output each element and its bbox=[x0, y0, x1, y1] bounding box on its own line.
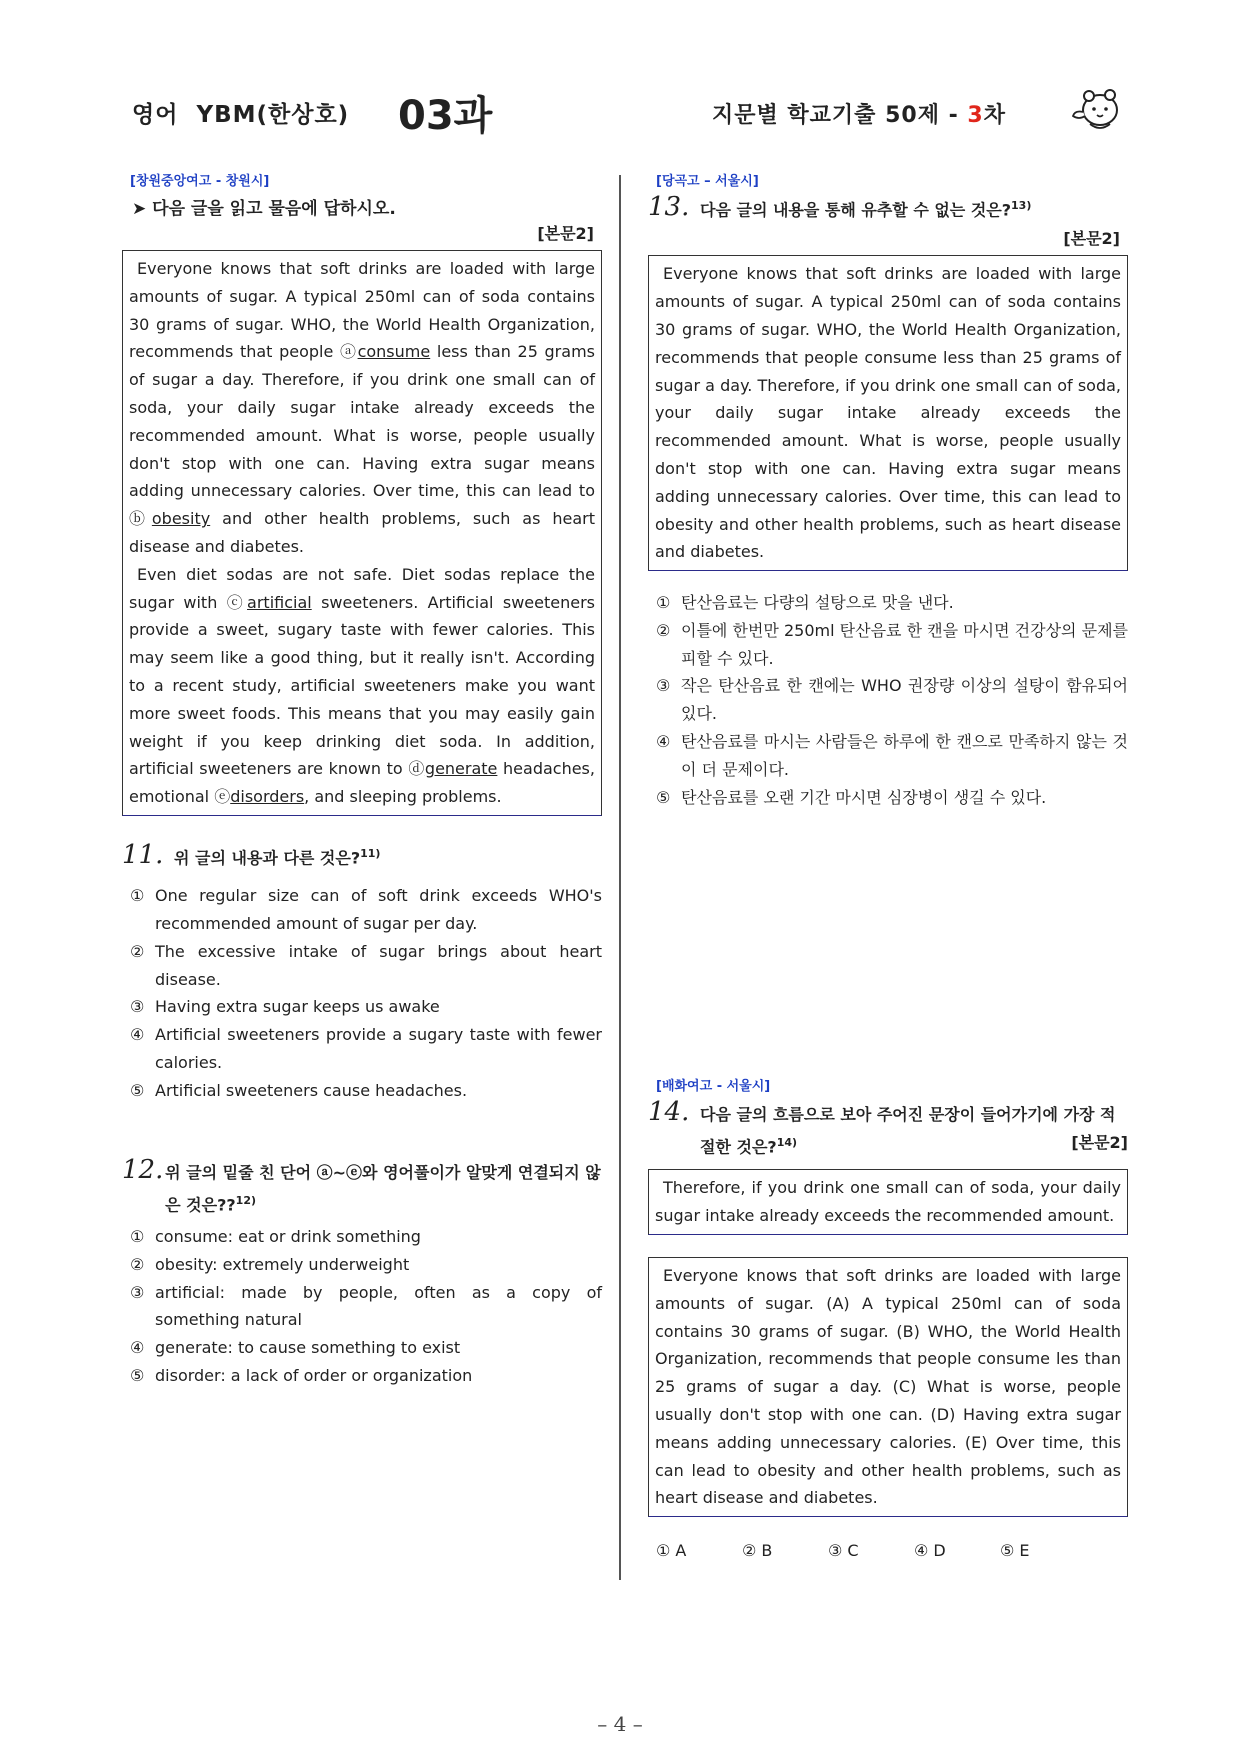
option-text: One regular size can of soft drink exceeds WHO's recommended amount of sugar per day. bbox=[155, 886, 602, 934]
option-mark: ③ bbox=[656, 676, 671, 696]
option-text: Artificial sweeteners provide a sugary taste with fewer calories. bbox=[155, 1025, 602, 1073]
passage-paragraph bbox=[129, 561, 595, 811]
question-number: 11. bbox=[122, 840, 164, 871]
option[interactable] bbox=[656, 672, 1128, 728]
option[interactable] bbox=[656, 784, 1128, 812]
option-mark: ③ bbox=[130, 1282, 145, 1302]
question-prompt: 위 글의 내용과 다른 것은? bbox=[174, 848, 361, 868]
question-text bbox=[700, 1101, 1128, 1161]
question-11-options bbox=[122, 882, 602, 1104]
option[interactable] bbox=[130, 1251, 602, 1279]
option-mark: ④ bbox=[130, 1025, 145, 1045]
question-number: 14. bbox=[648, 1097, 690, 1127]
question-12-header bbox=[122, 1155, 602, 1219]
source-tag: [본문2] bbox=[1063, 229, 1120, 249]
given-sentence: Therefore, if you drink one small can of soda, your daily sugar intake already exceeds the recommended amount. bbox=[655, 1178, 1121, 1226]
option-text: Artificial sweeteners cause headaches. bbox=[155, 1080, 468, 1100]
passage-text: less than 25 grams of sugar a day. Therefore, if you drink one small can of soda, your daily sugar intake already exceeds the recommended amount. What is worse, people usually don't stop with one can. Having extra sugar means adding unnecessary calories. Over time, this can lead to bbox=[129, 342, 595, 501]
option-mark: ⑤ bbox=[130, 1365, 145, 1385]
right-column-q13 bbox=[648, 170, 1128, 811]
choice-b[interactable]: ② B bbox=[742, 1541, 773, 1561]
round-suffix: 차 bbox=[983, 103, 1006, 128]
question-14-choices bbox=[648, 1541, 1128, 1560]
question-number: 13. bbox=[648, 192, 690, 223]
footnote-ref: 14) bbox=[776, 1136, 798, 1149]
passage-box bbox=[648, 255, 1128, 571]
question-prompt: 위 글의 밑줄 친 단어 ⓐ~ⓔ와 영어풀이가 알맞게 연결되지 않은 것은?? bbox=[165, 1162, 601, 1214]
option-text: 작은 탄산음료 한 캔에는 WHO 권장량 이상의 설탕이 함유되어 있다. bbox=[681, 676, 1128, 724]
option-mark: ① bbox=[130, 886, 145, 906]
source-tag: [본문2] bbox=[537, 224, 594, 243]
school-tag: [배화여고 - 서울시] bbox=[656, 1079, 771, 1094]
question-14-header bbox=[648, 1097, 1128, 1161]
marker-c: ⓒ bbox=[226, 592, 248, 612]
mascot-icon bbox=[1070, 84, 1124, 136]
option-mark: ① bbox=[130, 1226, 145, 1246]
passage-text: , and sleeping problems. bbox=[304, 787, 502, 807]
choice-d[interactable]: ④ D bbox=[914, 1541, 946, 1561]
marker-e: ⓔ bbox=[214, 787, 231, 807]
option-mark: ② bbox=[656, 620, 671, 640]
option[interactable] bbox=[656, 589, 1128, 617]
passage-text: Everyone knows that soft drinks are loaded with large amounts of sugar. (A) A typical 250ml can of soda contains 30 grams of sugar. (B) WHO, the World Health Organization, recommends that people consume les than 25 grams of sugar a day. (C) What is worse, people usually don't stop with one can. (D) Having extra sugar means adding unnecessary calories. (E) Over time, this can lead to obesity and other health problems, such as heart disease and diabetes. bbox=[655, 1265, 1121, 1508]
page-number: – 4 – bbox=[597, 1712, 643, 1736]
header-subject-publisher bbox=[132, 96, 349, 129]
series-name: 지문별 학교기출 50제 - bbox=[712, 103, 968, 128]
option-text: generate: to cause something to exist bbox=[155, 1338, 461, 1358]
option-mark: ④ bbox=[130, 1338, 145, 1358]
option-text: artificial: made by people, often as a copy of something natural bbox=[155, 1282, 602, 1330]
school-tag: [창원중앙여고 - 창원시] bbox=[130, 174, 270, 189]
left-column bbox=[122, 170, 602, 1390]
passage-text: Even diet sodas are not safe. Diet sodas replace the sugar with bbox=[129, 564, 595, 612]
option[interactable] bbox=[130, 1077, 602, 1105]
series-title bbox=[712, 98, 1006, 129]
lesson-title: 03과 bbox=[398, 93, 493, 139]
footnote-ref: 11) bbox=[360, 846, 381, 860]
option-mark: ② bbox=[130, 941, 145, 961]
option[interactable] bbox=[656, 728, 1128, 784]
underlined-word: obesity bbox=[151, 509, 211, 529]
option-mark: ③ bbox=[130, 997, 145, 1017]
marker-b: ⓑ bbox=[129, 509, 152, 529]
instruction: ➤ 다음 글을 읽고 물음에 답하시오. bbox=[132, 199, 396, 219]
question-number: 12. bbox=[122, 1154, 164, 1185]
marker-a: ⓐ bbox=[340, 342, 358, 362]
publisher: YBM(한상호) bbox=[196, 102, 350, 128]
option-mark: ⑤ bbox=[656, 787, 671, 807]
question-text bbox=[165, 1159, 602, 1219]
question-13-options bbox=[648, 589, 1128, 811]
option-text: consume: eat or drink something bbox=[155, 1226, 421, 1246]
choice-c[interactable]: ③ C bbox=[828, 1541, 859, 1561]
underlined-word: disorders bbox=[230, 787, 305, 807]
option-text: The excessive intake of sugar brings about heart disease. bbox=[155, 941, 602, 989]
underlined-word: consume bbox=[357, 342, 431, 362]
underlined-word: artificial bbox=[247, 592, 312, 612]
subject: 영어 bbox=[132, 102, 179, 128]
option[interactable] bbox=[130, 1021, 602, 1077]
option-text: disorder: a lack of order or organization bbox=[155, 1365, 473, 1385]
question-prompt: 다음 글의 내용을 통해 유추할 수 없는 것은? bbox=[700, 200, 1012, 220]
column-divider bbox=[619, 175, 621, 1580]
option[interactable] bbox=[130, 1223, 602, 1251]
passage-text: Everyone knows that soft drinks are loaded with large amounts of sugar. A typical 250ml can of soda contains 30 grams of sugar. WHO, the World Health Organization, recommends that people bbox=[129, 259, 595, 362]
right-column-q14 bbox=[648, 1075, 1128, 1560]
option[interactable] bbox=[656, 617, 1128, 673]
option-mark: ⑤ bbox=[130, 1080, 145, 1100]
footnote-ref: 13) bbox=[1011, 199, 1032, 212]
option-text: 탄산음료를 오랜 기간 마시면 심장병이 생길 수 있다. bbox=[681, 787, 1047, 807]
passage-paragraph bbox=[129, 255, 595, 561]
school-tag: [당곡고 – 서울시] bbox=[656, 174, 759, 189]
round-number: 3 bbox=[967, 103, 984, 128]
question-text bbox=[700, 192, 1031, 224]
choice-e[interactable]: ⑤ E bbox=[1000, 1541, 1030, 1561]
option[interactable] bbox=[130, 1362, 602, 1390]
option-mark: ④ bbox=[656, 732, 671, 752]
option-text: 이틀에 한번만 250ml 탄산음료 한 캔을 마시면 건강상의 문제를 피할 수 있다. bbox=[681, 620, 1128, 668]
marker-d: ⓓ bbox=[408, 759, 425, 779]
question-12-options bbox=[122, 1223, 602, 1390]
option[interactable] bbox=[130, 1334, 602, 1362]
passage-text: and other health problems, such as heart disease and diabetes. bbox=[129, 509, 595, 556]
footnote-ref: 12) bbox=[235, 1193, 257, 1207]
passage-text: headaches, emotional bbox=[129, 759, 595, 807]
passage-box bbox=[648, 1257, 1128, 1517]
option-text: obesity: extremely underweight bbox=[155, 1254, 410, 1274]
question-11-header bbox=[122, 840, 602, 872]
question-prompt: 다음 글의 흐름으로 보아 주어진 문장이 들어가기에 가장 적절한 것은? bbox=[700, 1105, 1116, 1157]
option[interactable] bbox=[130, 993, 602, 1021]
source-tag: [본문2] bbox=[1071, 1133, 1128, 1152]
choice-a[interactable]: ① A bbox=[656, 1541, 687, 1561]
passage-box bbox=[122, 250, 602, 816]
option-mark: ① bbox=[656, 593, 671, 613]
option-text: 탄산음료는 다량의 설탕으로 맛을 낸다. bbox=[681, 593, 954, 613]
option-mark: ② bbox=[130, 1254, 145, 1274]
option-text: Having extra sugar keeps us awake bbox=[155, 997, 440, 1017]
option[interactable] bbox=[130, 938, 602, 994]
underlined-word: generate bbox=[424, 759, 498, 779]
option-text: 탄산음료를 마시는 사람들은 하루에 한 캔으로 만족하지 않는 것이 더 문제이다. bbox=[681, 732, 1128, 779]
option[interactable] bbox=[130, 882, 602, 938]
question-text bbox=[174, 840, 380, 872]
passage-text: sweeteners. Artificial sweeteners provide a sweet, sugary taste with fewer calories. This may seem like a good thing, but it really isn't. According to a recent study, artificial sweeteners make you want more sweet foods. This means that you may easily gain weight if you keep drinking diet soda. In addition, artificial sweeteners are known to bbox=[129, 592, 595, 779]
given-sentence-box bbox=[648, 1169, 1128, 1235]
option[interactable] bbox=[130, 1279, 602, 1335]
passage-text: Everyone knows that soft drinks are loaded with large amounts of sugar. A typical 250ml can of soda contains 30 grams of sugar. WHO, the World Health Organization, recommends that people consume less than 25 grams of sugar a day. Therefore, if you drink one small can of soda, your daily sugar intake already exceeds the recommended amount. What is worse, people usually don't stop with one can. Having extra sugar means adding unnecessary calories. Over time, this can lead to obesity and other health problems, such as heart disease and diabetes. bbox=[655, 264, 1121, 562]
question-13-header bbox=[648, 192, 1128, 224]
